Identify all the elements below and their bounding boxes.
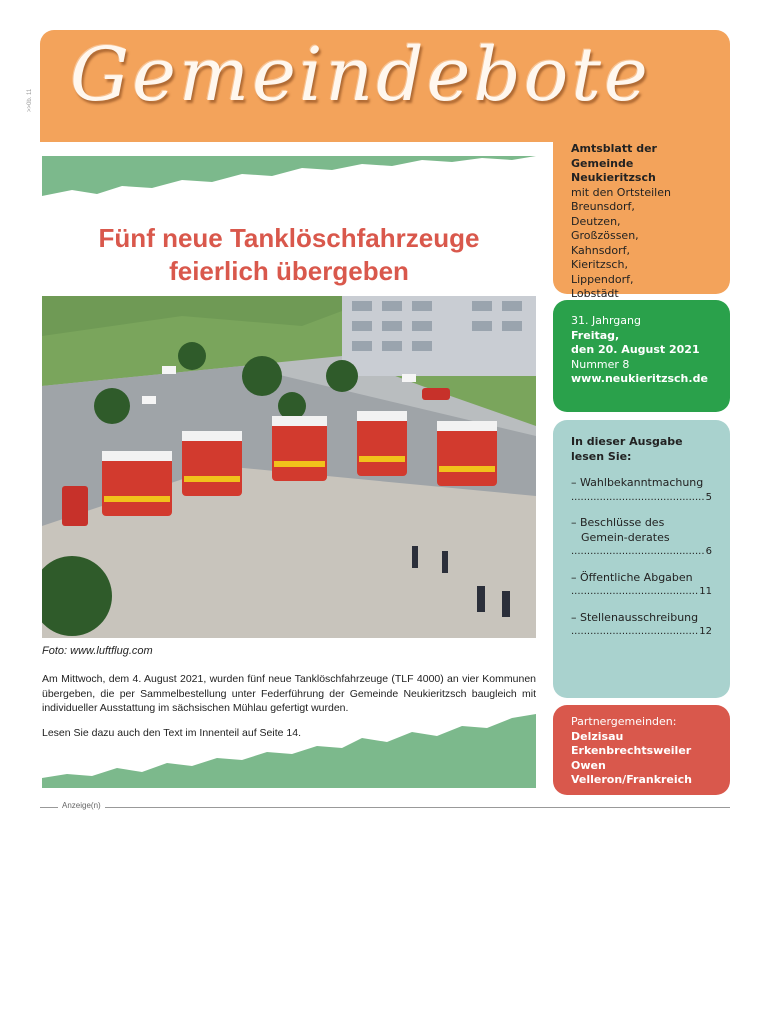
- article-paragraph: Am Mittwoch, dem 4. August 2021, wurden fünf neue Tanklöschfahrzeuge (TLF 4000) an vier Kommunen übergeben, die per Sammelbestellung unter Federführung der Gemeinde Neukieritzsch baugleich mit individueller Ausstattung im sächsischen Mühlau gefertigt wurden.: [42, 673, 536, 714]
- fire-trucks-photo: [42, 296, 536, 638]
- partner-item: Velleron/Frankreich: [571, 773, 693, 786]
- district-item: Kahnsdorf,: [571, 243, 631, 257]
- issue-volume: 31. Jahrgang: [571, 314, 641, 327]
- toc-item[interactable]: [571, 516, 712, 560]
- toc-leader-dots: [571, 585, 698, 600]
- district-item: Lobstädt: [571, 287, 619, 300]
- toc-item-page: 6: [705, 546, 712, 557]
- footer-ad-label: Anzeige(n): [58, 801, 105, 810]
- article-paragraph: Lesen Sie dazu auch den Text im Innenteil auf Seite 14.: [42, 726, 301, 739]
- contents-box: [553, 420, 730, 698]
- partner-heading: Partnergemeinden:: [571, 715, 677, 728]
- footer-divider: [40, 807, 730, 808]
- publisher-line1: Amtsblatt der Gemeinde: [571, 142, 657, 170]
- toc-leader-dots: [571, 491, 705, 506]
- toc-item-page: 12: [699, 626, 712, 637]
- toc-item[interactable]: [571, 611, 712, 640]
- toc-leader-dots: [571, 545, 705, 560]
- toc-item[interactable]: [571, 476, 712, 505]
- partner-item: Erkenbrechtsweiler: [571, 744, 692, 757]
- headline-line1: Fünf neue Tanklöschfahrzeuge: [98, 223, 480, 253]
- partner-item: Delzisau: [571, 729, 624, 743]
- toc-item-title: – Öffentliche Abgaben: [571, 570, 693, 584]
- toc-leader-dots: [571, 625, 698, 640]
- publisher-line3: mit den Ortsteilen: [571, 185, 671, 199]
- masthead: [40, 30, 730, 142]
- issue-number: Nummer 8: [571, 357, 630, 371]
- contents-heading: [571, 435, 712, 464]
- contents-heading-line1: In dieser Ausgabe: [571, 435, 683, 448]
- district-item: Breunsdorf,: [571, 200, 635, 213]
- partner-box: [553, 705, 730, 795]
- toc-item-title: – Stellenausschreibung: [571, 610, 699, 624]
- partner-item: Owen: [571, 758, 606, 772]
- toc-item[interactable]: [571, 571, 712, 600]
- publisher-box: [553, 142, 730, 300]
- issue-date: den 20. August 2021: [571, 343, 700, 356]
- issue-box: [553, 300, 730, 412]
- toc-item-page: 5: [705, 491, 712, 503]
- photo-credit: Foto: www.luftflug.com: [42, 645, 153, 657]
- publisher-line2: Neukieritzsch: [571, 171, 656, 184]
- district-item: Lippendorf,: [571, 272, 634, 286]
- headline-line2: feierlich übergeben: [169, 256, 409, 286]
- district-item: Deutzen,: [571, 214, 621, 228]
- issue-website-link[interactable]: www.neukieritzsch.de: [571, 372, 708, 385]
- issue-weekday: Freitag,: [571, 328, 620, 342]
- contents-heading-line2: lesen Sie:: [571, 449, 632, 463]
- article-headline: [42, 222, 536, 288]
- top-landscape-decoration: [42, 156, 536, 216]
- toc-item-page: 11: [699, 586, 712, 597]
- district-item: Kieritzsch,: [571, 258, 628, 271]
- edition-tag: >>0b. 11: [27, 88, 33, 112]
- district-item: Großzössen,: [571, 229, 639, 242]
- masthead-title: Gemeindebote: [70, 32, 651, 118]
- bottom-landscape-decoration: [42, 708, 536, 788]
- toc-item-title: – Beschlüsse des Gemein-derates: [571, 516, 670, 544]
- toc-item-title: – Wahlbekanntmachung: [571, 476, 704, 489]
